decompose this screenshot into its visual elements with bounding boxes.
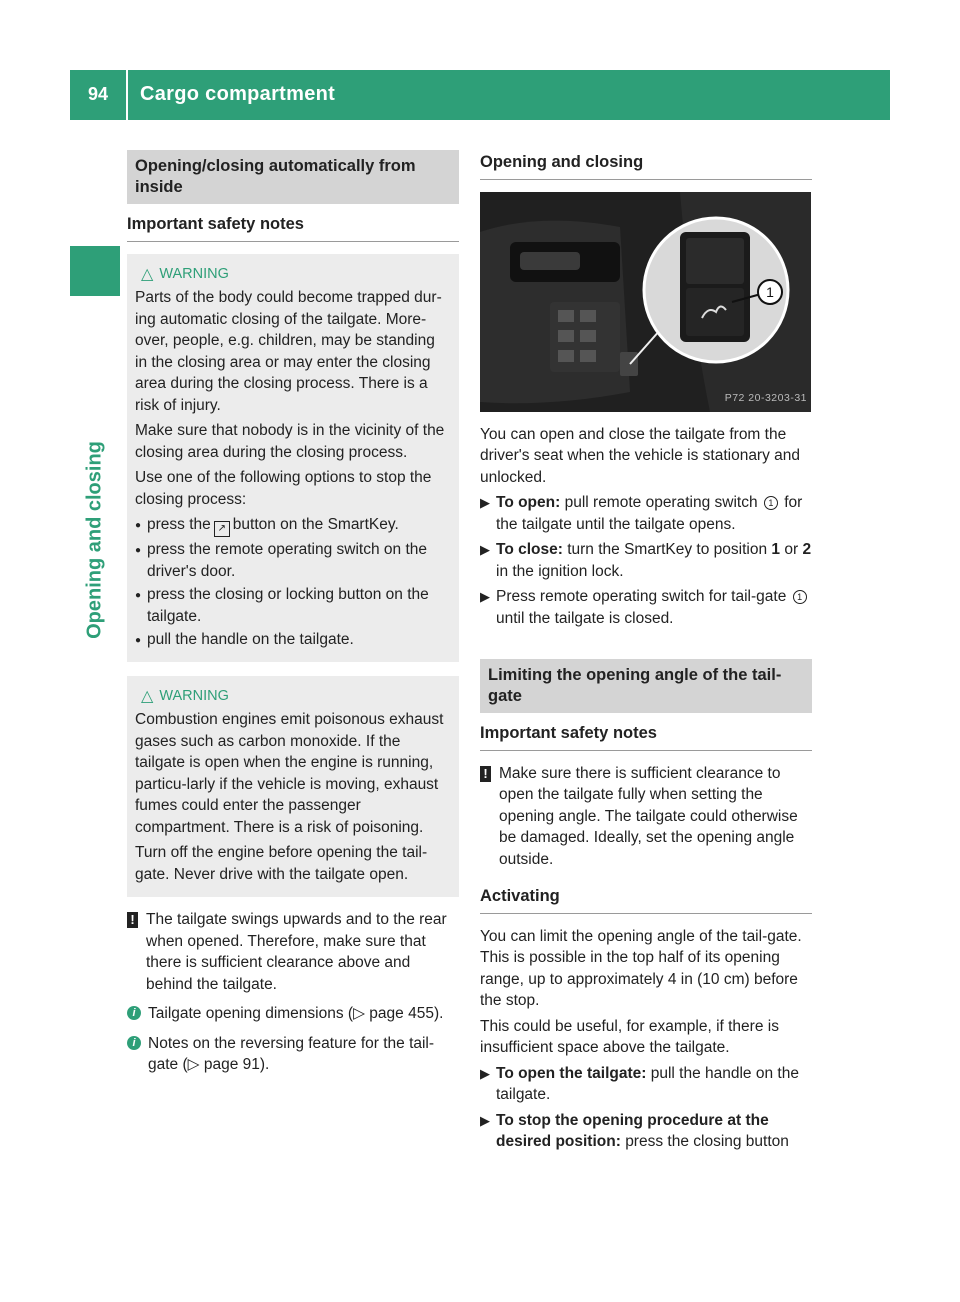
intro-paragraph: You can open and close the tailgate from the driver's seat when the vehicle is stationary and unlocked.	[480, 425, 801, 486]
bullet-icon: ●	[135, 520, 142, 531]
bullet-icon: ●	[135, 545, 142, 556]
side-section-label: Opening and closing	[83, 441, 106, 639]
position-number: 1	[771, 541, 781, 558]
bullet-icon: ●	[135, 635, 142, 646]
warning-title	[135, 686, 451, 708]
body-paragraph: This could be useful, for example, if there is insufficient space above the tailgate.	[480, 1017, 779, 1056]
warning-text: Make sure that nobody is in the vicinity of the closing area during the closing process.	[135, 422, 445, 461]
step-stop-opening	[480, 1110, 812, 1153]
caution-note	[480, 763, 812, 871]
step-text: Press remote operating switch for tail-gate	[496, 588, 787, 605]
exclamation-icon: !	[480, 766, 491, 782]
step-press-switch	[480, 586, 812, 629]
warning-box-exhaust	[127, 676, 459, 898]
chapter-title: Cargo compartment	[140, 83, 336, 106]
bullet-icon: ●	[135, 590, 142, 601]
warning-text: Parts of the body could become trapped dur-ing automatic closing of the tailgate. More-over, people, e.g. children, may be standing in the closing area or may enter the closing area during the closing process. There is a risk of injury.	[135, 289, 442, 414]
list-text: press the	[147, 516, 211, 533]
info-note	[127, 1003, 459, 1025]
heading-opening-closing: Opening and closing	[480, 150, 812, 180]
list-text: press the remote operating switch on the driver's door.	[147, 541, 428, 580]
step-label: To open:	[496, 494, 561, 511]
callout-number: 1	[793, 590, 807, 604]
list-item	[135, 514, 451, 537]
warning-box-trap	[127, 254, 459, 662]
section-title: Opening/closing automatically from inside	[127, 150, 459, 204]
photo-callout-number: 1	[766, 283, 774, 300]
door-switch-photo	[480, 192, 811, 412]
warning-triangle-icon: △	[141, 265, 154, 283]
list-item	[135, 629, 451, 652]
body-paragraph: You can limit the opening angle of the tail-gate. This is possible in the top half of its opening range, up to approximately 4 in (10 cm) before the stop.	[480, 927, 802, 1009]
step-label: To close:	[496, 541, 563, 558]
subheading-activating: Activating	[480, 878, 812, 914]
list-text: press the closing or locking button on the tailgate.	[147, 586, 429, 625]
step-text: press the closing button	[625, 1133, 789, 1150]
warning-label: WARNING	[159, 687, 229, 704]
step-label: To stop the opening procedure at the desired position:	[496, 1111, 769, 1150]
section-title-limiting: Limiting the opening angle of the tail-gate	[480, 659, 812, 713]
note-text: Notes on the reversing feature for the tail-gate (▷ page 91).	[148, 1034, 435, 1073]
step-open-tailgate	[480, 1063, 812, 1106]
position-number: 2	[802, 541, 812, 558]
list-text: pull the handle on the tailgate.	[147, 631, 354, 648]
list-item	[135, 539, 451, 582]
info-icon: i	[127, 1036, 141, 1050]
step-arrow-icon: ▶	[480, 1065, 490, 1081]
warning-label: WARNING	[159, 265, 229, 282]
list-item	[135, 584, 451, 627]
left-column	[127, 150, 459, 1084]
step-label: To open the tailgate:	[496, 1064, 647, 1082]
warning-text: Use one of the following options to stop the closing process:	[135, 469, 432, 508]
step-arrow-icon: ▶	[480, 1112, 490, 1128]
side-tab-marker	[70, 246, 120, 296]
tailgate-key-icon: ↗	[214, 521, 230, 537]
photo-code: P72 20-3203-31	[724, 392, 807, 404]
subheading-safety: Important safety notes	[480, 713, 812, 751]
step-text: until the tailgate is closed.	[496, 609, 674, 627]
exclamation-icon: !	[127, 912, 138, 928]
note-text: Tailgate opening dimensions (▷ page 455).	[148, 1005, 444, 1022]
step-open	[480, 492, 812, 535]
right-column	[480, 150, 812, 1157]
note-text: The tailgate swings upwards and to the rear when opened. Therefore, make sure that there is sufficient clearance above and behind the tailgate.	[146, 911, 447, 993]
step-arrow-icon: ▶	[480, 542, 490, 557]
step-text: or	[784, 541, 799, 558]
warning-text: Combustion engines emit poisonous exhaust gases such as carbon monoxide. If the tailgate is open when the engine is running, particu-larly if the vehicle is moving, exhaust fumes could enter the passenger compartment. There is a risk of poisoning.	[135, 711, 444, 836]
step-text: in the ignition lock.	[496, 562, 624, 580]
info-icon: i	[127, 1006, 141, 1020]
step-close	[480, 539, 812, 582]
door-panel-illustration	[480, 192, 811, 412]
step-text: pull the handle on the tailgate.	[496, 1064, 799, 1103]
step-text: pull remote operating switch	[564, 494, 758, 511]
callout-number: 1	[764, 496, 778, 510]
note-text: Make sure there is sufficient clearance to open the tailgate fully when setting the opening angle. The tailgate could otherwise be damaged. Ideally, set the opening angle outside.	[499, 764, 798, 868]
list-text: button on the SmartKey.	[232, 516, 399, 533]
subheading-safety: Important safety notes	[127, 204, 459, 242]
caution-note	[127, 909, 459, 995]
warning-text: Turn off the engine before opening the tail-gate. Never drive with the tailgate open.	[135, 844, 428, 883]
warning-triangle-icon: △	[141, 687, 154, 705]
step-text: turn the SmartKey to position	[567, 541, 768, 558]
page-number: 94	[87, 84, 109, 105]
header-bar	[70, 70, 890, 120]
step-text: for the tailgate until the tailgate opens.	[496, 494, 803, 533]
step-arrow-icon: ▶	[480, 589, 490, 604]
info-note	[127, 1033, 459, 1076]
step-arrow-icon: ▶	[480, 495, 490, 510]
warning-title	[135, 264, 451, 286]
